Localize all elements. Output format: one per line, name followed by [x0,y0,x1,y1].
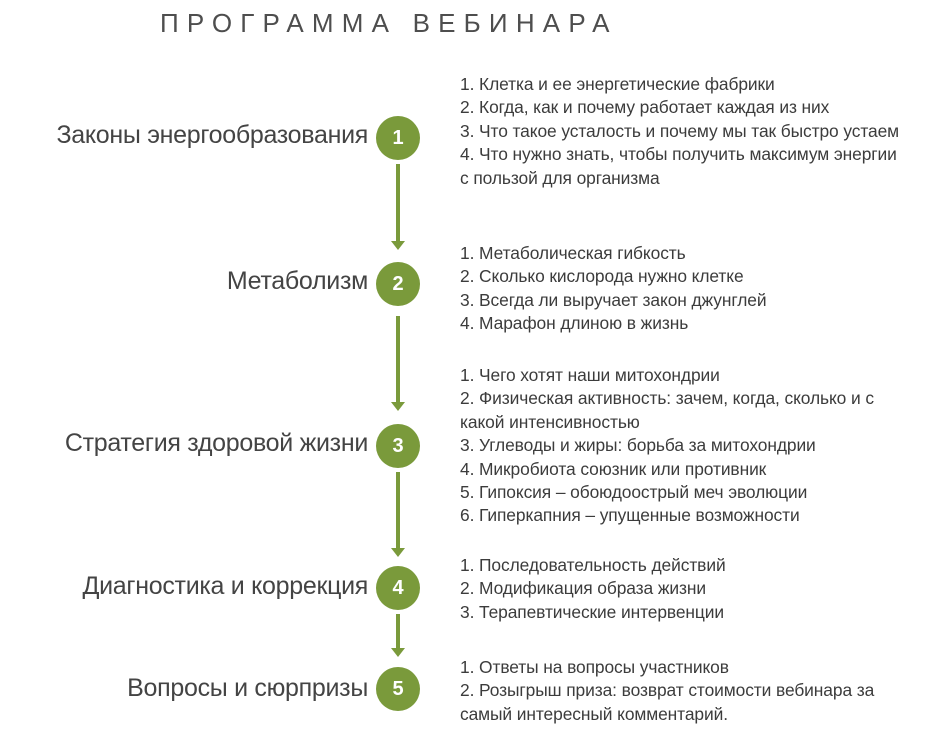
step-number-badge-1: 1 [376,116,420,160]
connector-arrow-1-2 [396,164,400,242]
step-items-2 [460,242,930,336]
list-item: 5. Гипоксия – обоюдоострый меч эволюции [460,482,808,503]
list-item: 1. Последовательность действий [460,555,726,575]
list-item: 1. Метаболическая гибкость [460,243,686,263]
list-item: 4. Марафон длиною в жизнь [460,313,689,334]
step-title-2: Метаболизм [226,267,368,295]
list-item: 2. Физическая активность: зачем, когда, сколько и с какой интенсивностью [460,388,874,432]
list-item: 4. Что нужно знать, чтобы получить максимум энергии с пользой для организма [460,144,897,188]
connector-arrow-4-5 [396,614,400,649]
step-number-badge-2: 2 [376,262,420,306]
list-item: 4. Микробиота союзник или противник [460,458,767,479]
connector-arrow-2-3 [396,316,400,403]
page-title: ПРОГРАММА ВЕБИНАРА [160,8,618,38]
step-number-badge-3: 3 [376,424,420,468]
list-item: 6. Гиперкапния – упущенные возможности [460,505,800,526]
step-items-1 [460,73,900,190]
list-item: 2. Сколько кислорода нужно клетке [460,266,744,287]
list-item: 2. Розыгрыш приза: возврат стоимости вебинара за самый интересный комментарий. [460,680,875,724]
list-item: 2. Модификация образа жизни [460,578,706,599]
step-items-4 [460,554,930,624]
step-items-5 [460,656,900,726]
list-item: 3. Что такое усталость и почему мы так быстро устаем [460,120,900,141]
step-title-5: Вопросы и сюрпризы [127,674,368,702]
list-item: 3. Углеводы и жиры: борьба за митохондрии [460,435,816,456]
list-item: 3. Всегда ли выручает закон джунглей [460,289,767,310]
list-item: 1. Клетка и ее энергетические фабрики [460,74,775,94]
step-title-1: Законы энергообразования [56,121,368,149]
list-item: 1. Чего хотят наши митохондрии [460,365,720,385]
list-item: 3. Терапевтические интервенции [460,601,725,622]
step-items-3 [460,364,880,528]
list-item: 2. Когда, как и почему работает каждая из них [460,97,830,118]
list-item: 1. Ответы на вопросы участников [460,657,729,677]
step-number-badge-4: 4 [376,566,420,610]
step-number-badge-5: 5 [376,667,420,711]
step-title-4: Диагностика и коррекция [82,572,368,600]
connector-arrow-3-4 [396,472,400,549]
step-title-3: Стратегия здоровой жизни [64,429,368,457]
